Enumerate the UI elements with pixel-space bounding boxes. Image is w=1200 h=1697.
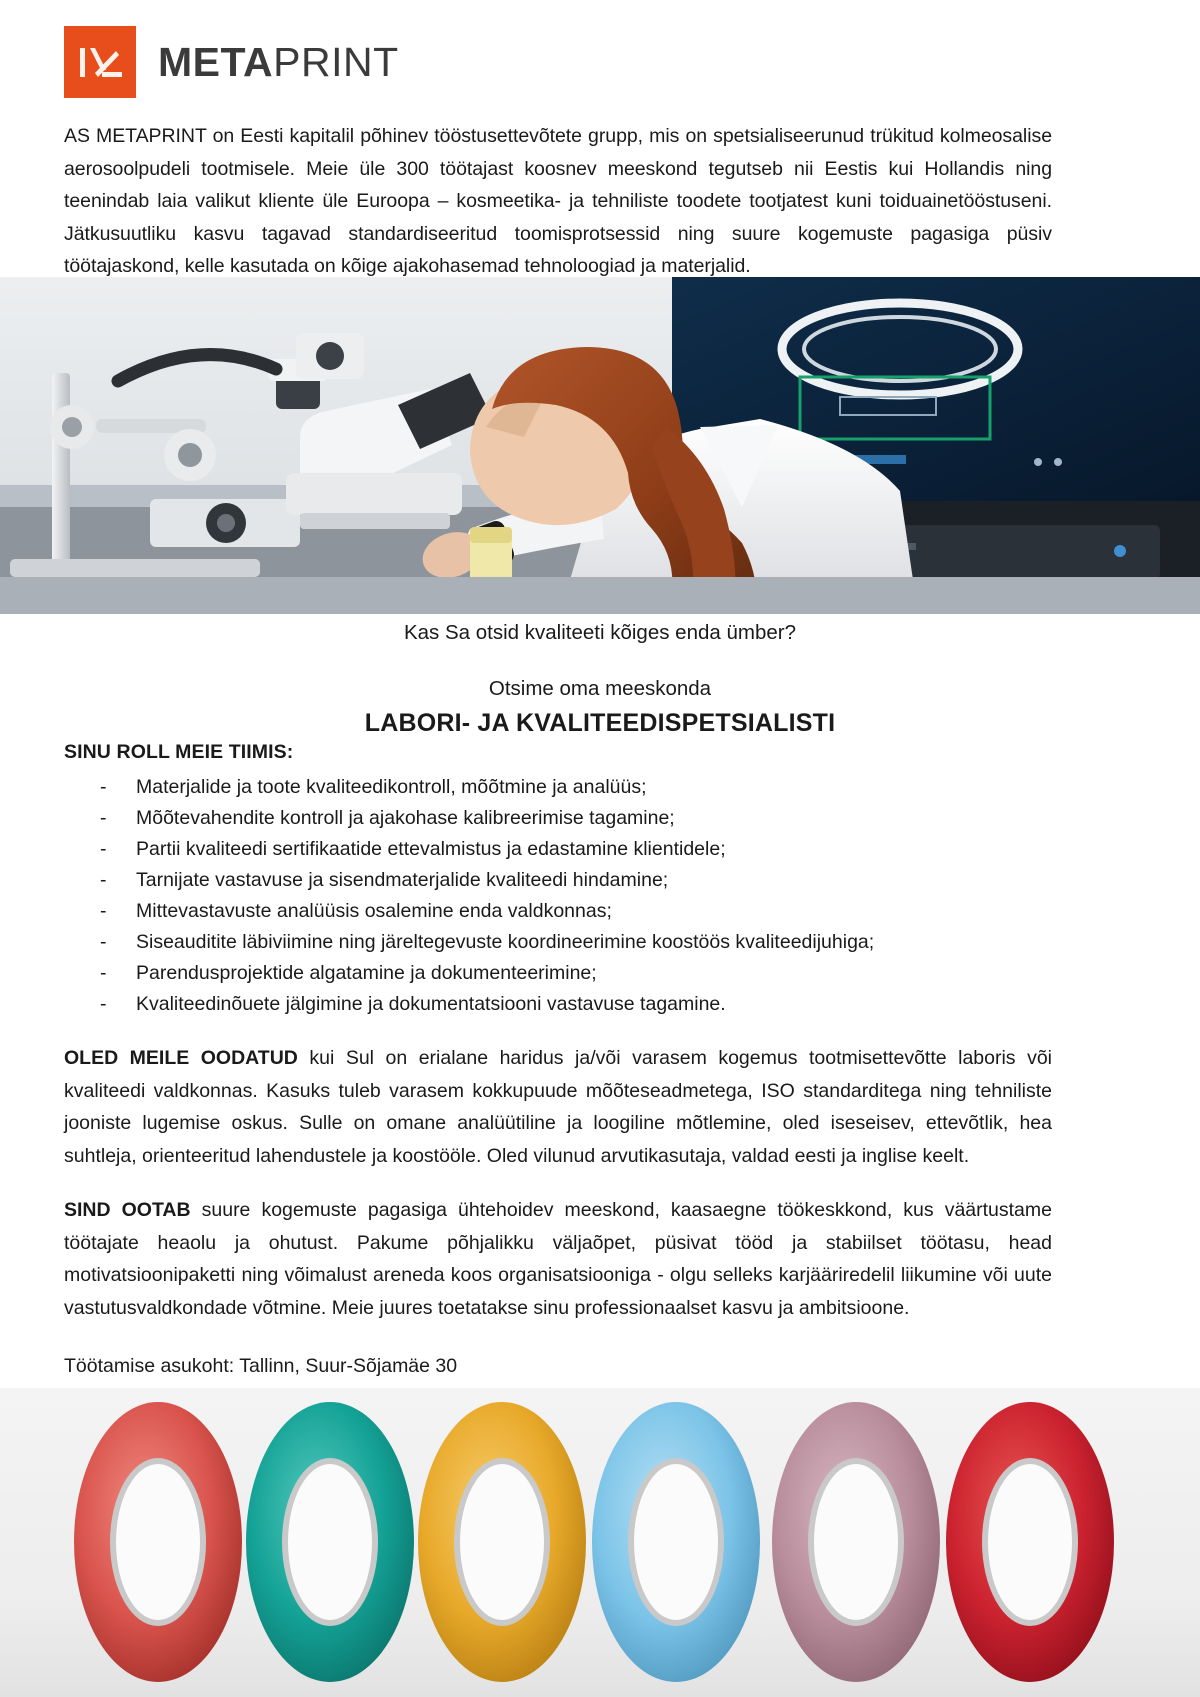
bullet-dash: - [100,993,107,1015]
tagline-question: Kas Sa otsid kvaliteeti kõiges enda ümber? [403,621,796,644]
intro-paragraph: AS METAPRINT on Eesti kapitalil põhinev tööstusettevõtete grupp, mis on spetsialiseerunud trükitud kolmeosalise aerosoolpudeli tootmisele. Meie üle 300 töötajast koosnev meeskond tegutseb nii Eestis kui Hollandis ning teenindab laia valikut kliente üle Euroopa – kosmeetika- ja tehniliste toodete tootjatest kuni toiduainetööstuseni. Jätkusuutliku kasvu tagavad standardiseeritud toomisprotsessid ning suure kogemuste pagasiga püsiv töötajaskond, kelle kasutada on kõige ajakohasemad tehnoloogiad ja materjalid. [64,125,1052,277]
bullet-dash: - [100,962,107,984]
list-item-text: Mittevastavuste analüüsis osalemine enda valdkonnas; [136,900,612,922]
cap-3 [418,1402,586,1682]
list-item [64,803,1052,834]
bullet-dash: - [100,807,107,829]
list-item-text: Mõõtevahendite kontroll ja ajakohase kalibreerimise tagamine; [136,807,675,829]
expectations-paragraph [64,1042,1052,1172]
headline-block [0,618,1200,739]
duties-list [64,772,1052,1020]
cap-6 [946,1402,1114,1682]
expectations-body: kui Sul on erialane haridus ja/või varasem kogemus tootmisettevõtte laboris või kvaliteedi valdkonnas. Kasuks tuleb varasem kokkupuude mõõteseadmetega, ISO standarditega ning tehniliste jooniste lugemise oskus. Sulle on omane analüütiline ja loogiline mõtlemine, oled iseseisev, ettevõtlik, hea suhtleja, orienteeritud lahendustele ja koostööle. Oled vilunud arvutikasutaja, valdad eesti ja inglise keelt. [64,1047,1052,1167]
list-item-text: Parendusprojektide algatamine ja dokumenteerimine; [136,962,597,984]
wordmark-meta: META [158,38,274,85]
company-wordmark [158,38,399,85]
intro-section [64,120,1052,283]
work-location: Töötamise asukoht: Tallinn, Suur-Sõjamäe 30 [64,1355,458,1377]
cap-4 [592,1402,760,1682]
list-item-text: Materjalide ja toote kvaliteedikontroll, mõõtmine ja analüüs; [136,776,647,798]
list-item [64,896,1052,927]
role-section-title: SINU ROLL MEIE TIIMIS: [64,741,294,763]
list-item [64,772,1052,803]
bullet-dash: - [100,900,107,922]
cap-1 [74,1402,242,1682]
list-item [64,865,1052,896]
job-title: LABORI- JA KVALITEEDISPETSIALISTI [364,709,836,737]
footer-product-photo [0,1388,1200,1697]
list-item-text: Tarnijate vastavuse ja sisendmaterjalide kvaliteedi hindamine; [136,869,669,891]
list-item [64,989,1052,1020]
hero-photo [0,277,1200,614]
list-item-text: Partii kvaliteedi sertifikaatide ettevalmistus ja edastamine klientidele; [136,838,726,860]
offer-body: suure kogemuste pagasiga ühtehoidev meeskond, kaasaegne töökeskkond, kus väärtustame töötajate heaolu ja ohutust. Pakume põhjalikku väljaõpet, püsivat tööd ja stabiilset töötasu, head motivatsioonipaketti ning võimalust areneda koos organisatsiooniga - olgu selleks karjääriredelil liikumine või uute vastutusvaldkondade võtmine. Meie juures toetatakse sinu professionaalset kasvu ja ambitsioone. [64,1199,1052,1319]
bullet-dash: - [100,869,107,891]
list-item [64,927,1052,958]
offer-lead: SIND OOTAB [64,1199,191,1221]
bullet-dash: - [100,776,107,798]
bullet-dash: - [100,838,107,860]
metaprint-logo-mark-icon [64,26,136,98]
offer-paragraph [64,1194,1052,1324]
expectations-lead: OLED MEILE OODATUD [64,1047,298,1069]
list-item-text: Siseauditite läbiviimine ning järeltegevuste koordineerimine koostöös kvaliteedijuhiga; [136,931,875,953]
cap-5 [772,1402,940,1682]
list-item-text: Kvaliteedinõuete jälgimine ja dokumentatsiooni vastavuse tagamine. [136,993,726,1015]
looking-for-label: Otsime oma meeskonda [488,677,712,700]
list-item [64,958,1052,989]
company-logo [64,26,399,98]
list-item [64,834,1052,865]
cap-2 [246,1402,414,1682]
wordmark-print: PRINT [273,38,399,85]
bullet-dash: - [100,931,107,953]
